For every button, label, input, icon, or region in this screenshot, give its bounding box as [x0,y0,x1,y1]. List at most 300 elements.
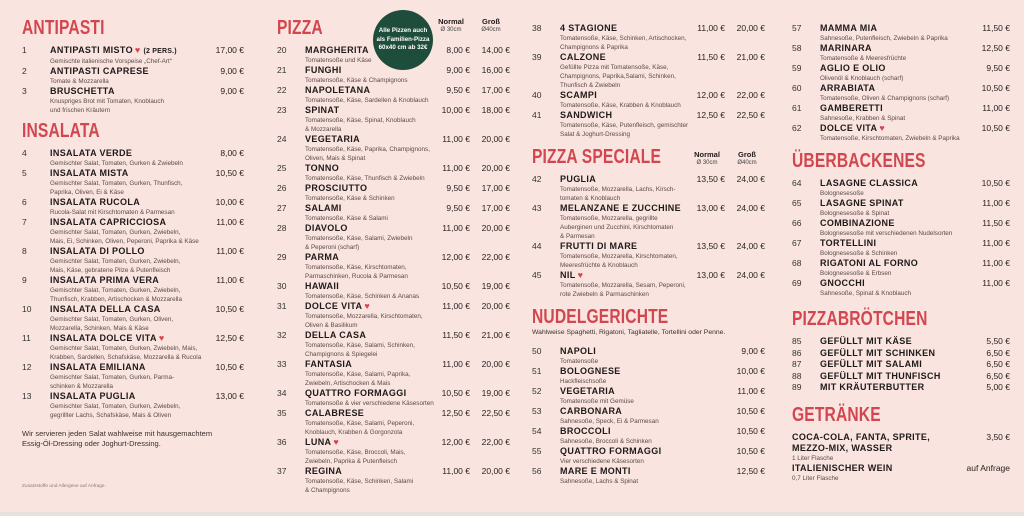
item-name-line [50,217,204,228]
item-body [50,168,204,197]
item-description: Sahnesoße, Lachs & Spinat [560,478,639,485]
item-description: Sahnesoße, Speck, Ei & Parmesan [560,418,659,425]
item-number: 1 [22,45,27,55]
price-normal: 11,00 € [982,103,1010,113]
price-normal: 11,00 € [697,23,725,33]
item-name: MARINARA [820,43,872,53]
item-body [305,437,430,466]
item-name: ANTIPASTI CAPRESE [50,66,149,76]
item-name: QUATTRO FORMAGGI [305,388,407,398]
price-normal: 11,00 € [216,217,244,227]
size-gross-diameter: Ø40cm [481,27,501,33]
item-prices [430,45,510,56]
section-pizzabroetchen [792,308,1010,394]
price-normal: 11,00 € [982,238,1010,248]
item-number: 58 [792,43,802,53]
item-name: LASAGNE CLASSICA [820,178,919,188]
item-prices [430,466,510,477]
item-prices [970,63,1010,74]
item-number: 42 [532,174,542,184]
price-normal: 10,50 € [215,304,244,314]
item-prices [204,86,244,97]
item-prices [430,183,510,194]
item-name: MELANZANE E ZUCCHINE [560,203,681,213]
item-name-line [820,103,970,114]
menu-item [532,203,765,241]
item-description: gegrillter Lachs, Schafskäse, Mais & Oliven [50,412,172,419]
menu-item [22,217,244,246]
menu-item [532,426,765,446]
price-normal: 12,50 € [215,333,244,343]
item-name: GEFÜLLT MIT THUNFISCH [820,370,941,381]
item-description: Parmaschinken, Rucola & Parmesan [305,273,408,280]
menu-item [277,437,510,466]
item-number: 57 [792,23,802,33]
item-description: Meeresfrüchte & Knoblauch [560,262,638,269]
item-description: Oliven, Mais & Spinat [305,155,366,162]
item-name-line [560,90,685,101]
item-body [560,446,725,466]
item-description: Tomatensoße, Mozzarella, Kirschtomaten, [305,313,423,320]
item-body [50,217,204,246]
item-prices [430,437,510,448]
menu-item [277,203,510,223]
item-number: 53 [532,406,542,416]
section-getraenke [792,404,1010,483]
item-number: 39 [532,52,542,62]
price-gross: 22,00 € [481,252,510,262]
menu-item [277,301,510,330]
item-description: Tomatensoße, Käse, Salami, Peperoni, [305,420,415,427]
menu-item [277,281,510,301]
item-number: 56 [532,466,542,476]
item-name: COCA-COLA, FANTA, SPRITE, [792,432,931,442]
item-prices [970,23,1010,34]
item-description: & Parmesan [560,233,595,240]
item-name-line [820,258,970,269]
item-body [560,366,725,386]
item-name-line [50,168,204,179]
item-description: Tomatensoße, Käse, Schinken, Artischocken, [560,35,687,42]
item-name: INSALATA VERDE [50,148,133,158]
item-name: MIT KRÄUTERBUTTER [820,382,925,392]
item-description: Mozzarella, Schinken, Mais & Käse [50,325,149,332]
menu-item [792,123,1010,143]
item-description: Tomatensoße, Käse, Broccoli, Mais, [305,449,406,456]
item-number: 61 [792,103,802,113]
item-name-line [820,83,970,94]
item-description: Vier verschiedene Käsesorten [560,458,644,465]
item-name-line [305,359,430,370]
item-prices [970,123,1010,134]
item-name: RIGATONI AL FORNO [820,258,919,268]
item-name: CARBONARA [560,406,623,416]
item-description: Tomatensoße, Käse, Krabben & Knoblauch [560,102,681,109]
item-name: PROSCIUTTO [305,183,368,193]
item-number: 69 [792,278,802,288]
item-name: MEZZO-MIX, WASSER [792,443,893,453]
menu-item [22,86,244,115]
item-body [820,198,970,218]
item-description: Thunfisch & Zwiebeln [560,82,621,89]
item-description: tomaten & Knoblauch [560,195,621,202]
item-number: 68 [792,258,802,268]
item-body [560,346,725,366]
item-number: 88 [792,370,802,381]
item-description: Gemischter Salat, Tomaten, Gurken, Oliven, [50,316,174,323]
note-line: Wir servieren jeden Salat wahlweise mit hausgemachtem [22,429,213,438]
price-normal: 13,00 € [696,270,725,280]
menu-item [792,371,1010,383]
item-name: AGLIO E OLIO [820,63,886,73]
item-prices [967,463,1010,474]
item-number: 44 [532,241,542,251]
price-normal: auf Anfrage [966,463,1010,473]
price-normal: 10,50 € [441,388,470,398]
menu-item [277,183,510,203]
item-name-line [820,218,970,229]
section-pizza-speciale [532,146,765,299]
item-prices [430,223,510,234]
item-description: Tomatensoße, Kirschtomaten, Zwiebeln & Paprika [820,135,960,142]
item-name-line [560,426,725,437]
item-name-line [560,386,725,397]
item-number: 9 [22,275,27,285]
item-number: 12 [22,362,32,372]
price-normal: 5,00 € [986,382,1010,392]
price-normal: 9,50 € [446,203,470,213]
price-normal: 17,00 € [215,45,244,55]
menu-item [277,163,510,183]
badge-line: als Familien-Pizza [376,35,430,43]
item-description: Gemischter Salat, Tomaten, Gurken, Thunfisch, [50,180,183,187]
item-name: BRUSCHETTA [50,86,115,96]
item-body [50,304,204,333]
item-name: REGINA [305,466,343,476]
bottom-strip [0,512,1024,516]
item-description: Gemischter Salat, Tomaten, Gurken, Zwiebeln, [50,403,181,410]
item-description: Tomatensoße, Käse, Paprika, Champignons, [305,146,430,153]
price-normal: 11,00 € [442,466,470,476]
section-insalata [22,120,244,449]
section-heading [792,404,1010,432]
item-prices [685,110,765,121]
item-name-line [792,463,967,474]
item-number: 23 [277,105,287,115]
item-number: 38 [532,23,542,33]
item-name-line [560,466,725,477]
item-prices [725,346,765,357]
item-body [305,134,430,163]
price-normal: 11,50 € [442,330,470,340]
price-normal: 6,50 € [986,347,1010,358]
family-pizza-badge [373,10,433,70]
price-normal: 13,00 € [215,391,244,401]
section-pizza [277,17,510,495]
item-name: INSALATA EMILIANA [50,362,146,372]
menu-item [277,223,510,252]
price-normal: 11,00 € [216,246,244,256]
item-name: ANTIPASTI MISTO [50,45,133,55]
item-number: 4 [22,148,27,158]
item-prices [430,85,510,96]
item-description: Tomatensoße & Meeresfrüchte [820,55,907,62]
item-name-line [50,333,204,344]
item-body [792,432,970,463]
pizza-speciale-size-header [687,150,767,167]
menu-item [532,346,765,366]
item-prices [970,218,1010,229]
item-body [305,223,430,252]
item-number: 65 [792,198,802,208]
item-number: 37 [277,466,287,476]
item-prices [430,252,510,263]
item-number: 7 [22,217,27,227]
price-gross: 24,00 € [736,174,765,184]
item-body [820,218,970,238]
item-name-line [50,45,204,57]
item-description: 0,7 Liter Flasche [792,475,839,482]
menu-item [792,63,1010,83]
item-description: Tomatensoße, Mozzarella, gegrillte [560,215,658,222]
salad-dressing-note [22,429,244,449]
item-name: HAWAII [305,281,340,291]
item-prices [430,330,510,341]
price-normal: 13,50 € [696,174,725,184]
menu-item [532,270,765,299]
price-gross: 24,00 € [736,241,765,251]
price-normal: 9,50 € [986,63,1010,73]
item-name-line [305,388,430,399]
price-normal: 10,50 € [441,281,470,291]
item-description: Tomatensoße, Käse, Schinken, Salami [305,478,414,485]
item-body [820,382,970,394]
section-nudelgerichte [532,306,765,486]
item-prices [970,238,1010,249]
item-body [50,333,204,362]
menu-item [277,359,510,388]
item-body [820,359,970,371]
item-prices [430,105,510,116]
item-description: rote Zwiebeln & Parmaschinken [560,291,649,298]
menu-item [532,52,765,90]
menu-item [792,348,1010,360]
item-description: Tomatensoße, Käse, Kirschtomaten, [305,264,407,271]
section-heading [792,308,1010,336]
item-body [305,183,430,203]
price-normal: 10,50 € [981,123,1010,133]
item-description: Gemischter Salat, Tomaten, Gurken, Zwiebeln, Mais, [50,345,198,352]
item-body [50,148,204,168]
item-name: SANDWICH [560,110,613,120]
item-prices [970,336,1010,348]
item-description: Zwiebeln, Artischocken & Mais [305,380,391,387]
item-name-line [305,223,430,234]
item-description: Tomatensoße und Käse [305,57,372,64]
item-body [820,63,970,83]
item-name-line [560,346,725,357]
menu-item [277,105,510,134]
price-normal: 9,00 € [220,66,244,76]
price-normal: 8,00 € [446,45,470,55]
price-normal: 11,50 € [697,52,725,62]
item-name: GEFÜLLT MIT SCHINKEN [820,347,936,358]
item-number: 59 [792,63,802,73]
item-body [820,103,970,123]
item-body [305,105,430,134]
item-name-line [820,238,970,249]
item-name-line [305,203,430,214]
price-normal: 9,50 € [446,183,470,193]
item-name-line [50,304,204,315]
item-body [305,203,430,223]
heart-icon: ♥ [158,333,165,343]
item-body [820,371,970,383]
item-number: 40 [532,90,542,100]
item-name: TORTELLINI [820,238,877,248]
item-name: LASAGNE SPINAT [820,198,904,208]
item-prices [430,408,510,419]
item-body [820,23,970,43]
item-prices [430,359,510,370]
price-normal: 10,00 € [441,105,470,115]
item-body [305,252,430,281]
price-gross: 22,00 € [736,90,765,100]
item-body [560,426,725,446]
item-number: 10 [22,304,32,314]
item-description: Tomatensoße, Käse, Putenfleisch, gemischter [560,122,689,129]
menu-item [532,406,765,426]
item-number: 45 [532,270,542,280]
item-description: Tomatensoße, Käse, Salami, Zwiebeln [305,235,413,242]
price-normal: 11,00 € [982,198,1010,208]
item-prices [430,65,510,76]
item-body [50,362,204,391]
menu-item [792,258,1010,278]
item-body [50,391,204,420]
price-gross: 16,00 € [481,65,510,75]
item-prices [685,90,765,101]
item-body [560,23,685,52]
item-number: 6 [22,197,27,207]
price-normal: 10,50 € [215,168,244,178]
price-gross: 20,00 € [736,23,765,33]
price-gross: 17,00 € [481,183,510,193]
heart-icon: ♥ [879,123,886,133]
section-heading [792,150,1010,178]
item-number: 34 [277,388,287,398]
heart-icon: ♥ [577,270,584,280]
item-name-line [305,466,430,477]
badge-line: 60x40 cm ab 32€ [378,44,428,52]
item-number: 11 [22,333,31,343]
menu-item [277,85,510,105]
size-gross-diameter: Ø40cm [737,160,757,166]
item-number: 29 [277,252,287,262]
item-name-line [560,366,725,377]
item-body [820,178,970,198]
item-description: Mais, Ei, Schinken, Oliven, Peperoni, Paprika & Käse [50,238,199,245]
item-number: 85 [792,336,802,346]
price-normal: 12,50 € [441,408,470,418]
section-title: INSALATA [22,120,100,142]
menu-item [792,218,1010,238]
item-body [50,45,204,66]
price-normal: 10,50 € [736,426,765,436]
item-prices [204,45,244,56]
item-number: 33 [277,359,287,369]
item-number: 13 [22,391,32,401]
item-description: Salat & Joghurt-Dressing [560,131,630,138]
item-name-line [50,86,204,97]
heart-icon: ♥ [134,45,141,55]
item-name-line [50,362,204,373]
menu-item [532,90,765,110]
item-prices [685,174,765,185]
item-description: Knuspriges Brot mit Tomaten, Knoblauch [50,98,164,105]
item-name: NAPOLETANA [305,85,371,95]
item-description: Tomatensoße, Käse, Spinat, Knoblauch [305,117,416,124]
item-prices [204,304,244,315]
item-prices [430,281,510,292]
price-normal: 9,00 € [446,65,470,75]
price-gross: 20,00 € [481,301,510,311]
price-normal: 10,00 € [736,366,765,376]
item-description: Tomatensoße, Mozzarella, Kirschtomaten, [560,253,678,260]
nudel-subtitle: Wahlweise Spaghetti, Rigatoni, Tagliatelle, Tortellini oder Penne. [532,329,726,336]
item-name: SCAMPI [560,90,598,100]
section-nudelgerichte-continued [792,23,1010,143]
item-number: 26 [277,183,287,193]
item-description: Tomatensoße, Mozzarella, Sesam, Peperoni, [560,282,686,289]
item-name-line [560,110,685,121]
item-prices [970,258,1010,269]
item-prices [204,362,244,373]
item-number: 31 [277,301,287,311]
item-description: und frischen Kräutern [50,107,111,114]
item-body [820,258,970,278]
price-normal: 9,00 € [741,346,765,356]
item-description: Tomatensoße [560,358,599,365]
price-normal: 12,00 € [696,90,725,100]
item-name: MAMMA MIA [820,23,878,33]
item-name: FRUTTI DI MARE [560,241,638,251]
item-description: Champignons & Paprika [560,44,628,51]
item-description: & Peperoni (scharf) [305,244,360,251]
item-number: 86 [792,347,802,358]
item-number: 5 [22,168,27,178]
item-description: Sahnesoße, Spinat & Knoblauch [820,290,912,297]
menu-item [22,391,244,420]
item-body [820,238,970,258]
item-name: SALAMI [305,203,342,213]
menu-item [22,45,244,66]
item-suffix: (2 PERS.) [143,48,177,55]
item-number: 32 [277,330,287,340]
price-normal: 12,50 € [696,110,725,120]
item-description: Tomatensoße, Käse & Salami [305,215,388,222]
item-body [50,86,204,115]
price-gross: 22,50 € [481,408,510,418]
item-description: Champignons & Spiegelei [305,351,378,358]
item-prices [685,52,765,63]
item-name-line [560,52,685,63]
item-body [820,43,970,63]
item-name: VEGETARIA [305,134,360,144]
item-prices [430,203,510,214]
item-name-line [820,43,970,54]
item-prices [204,217,244,228]
